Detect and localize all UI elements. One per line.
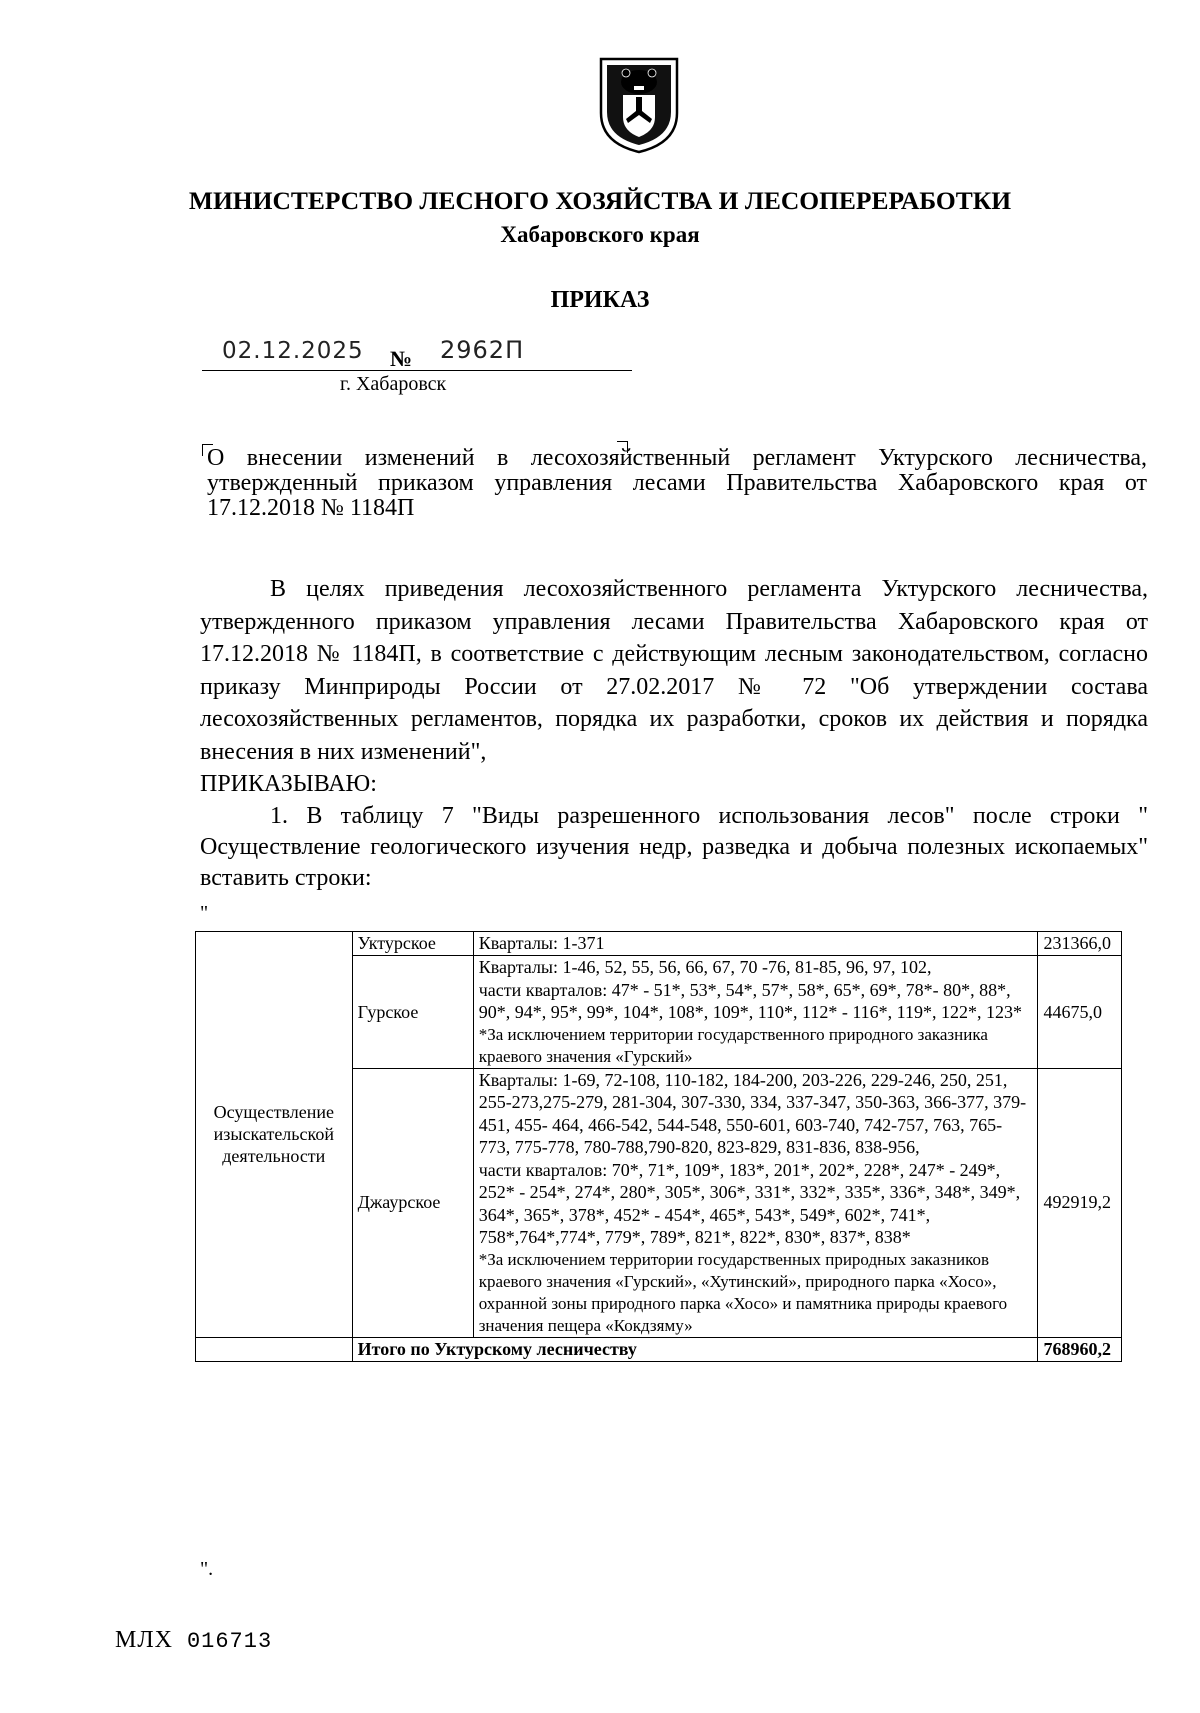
coat-of-arms-emblem xyxy=(598,55,680,155)
total-label: Итого по Уктурскому лесничеству xyxy=(352,1337,1038,1361)
form-series: МЛХ xyxy=(115,1627,173,1653)
exclusion-note: *За исключением территории государственных природных заказников краевого значения «Гурский», «Хутинский», природного парка «Хосо», охранной зоны природного парка «Хосо» и памятника природы краевого значения пещера «Кокдзяму» xyxy=(478,1249,1008,1335)
partial-quarters-list: части кварталов: 70*, 71*, 109*, 183*, 201*, 202*, 228*, 247* - 249*, 252* - 254*, 274*, 280*, 305*, 306*, 331*, 332*, 335*, 336*, 348*, 349*, 364*, 365*, 378*, 452* - 454*, 465*, 543*, 549*, 602*, 741*, 758*,764*,774*, 779*, 789*, 821*, 822*, 830*, 837*, 838* xyxy=(478,1159,1021,1247)
forestry-cell: Джаурское xyxy=(352,1068,473,1337)
exclusion-note: *За исключением территории государственного природного заказника краевого значения «Гурский» xyxy=(478,1024,988,1066)
quarters-cell xyxy=(473,1068,1038,1337)
form-serial-number: 016713 xyxy=(186,1629,273,1654)
ministry-name: МИНИСТЕРСТВО ЛЕСНОГО ХОЗЯЙСТВА И ЛЕСОПЕРЕРАБОТКИ xyxy=(188,186,1012,215)
document-type: ПРИКАЗ xyxy=(550,287,650,313)
activity-cell: Осуществление изыскательской деятельности xyxy=(196,932,353,1338)
table-total-row xyxy=(196,1337,1122,1361)
region-name: Хабаровского края xyxy=(500,222,700,247)
total-value: 768960,2 xyxy=(1038,1337,1122,1361)
quarters-list: Кварталы: 1-69, 72-108, 110-182, 184-200, 203-226, 229-246, 250, 251, 255-273,275-279, 281-304, 307-330, 334, 337-347, 350-363, 366-377, 379-451, 455- 464, 466-542, 544-548, 550-601, 603-740, 742-757, 763, 765-773, 775-778, 780-788,790-820, 823-829, 831-836, 838-956, xyxy=(478,1069,1027,1157)
quote-close: ". xyxy=(200,1558,214,1580)
total-empty-cell xyxy=(196,1337,353,1361)
preamble-paragraph: В целях приведения лесохозяйственного регламента Уктурского лесничества, утвержденного приказом управления лесами Правительства Хабаровского края от 17.12.2018 № 1184П, в соответствие с действующим лесным законодательством, согласно приказу Минприроды России от 27.02.2017 № 72 "Об утверждении состава лесохозяйственных регламентов, порядка их разработки, сроков их действия и порядка внесения в них изменений", xyxy=(200,576,1148,765)
quarters-list: Кварталы: 1-46, 52, 55, 56, 66, 67, 70 -76, 81-85, 96, 97, 102, xyxy=(478,957,932,977)
table-row xyxy=(196,932,1122,956)
quarters-cell xyxy=(473,932,1038,956)
partial-quarters-list: части кварталов: 47* - 51*, 53*, 54*, 57*, 58*, 65*, 69*, 78*- 80*, 88*, 90*, 94*, 95*, 99*, 104*, 108*, 109*, 110*, 112* - 116*, 119*, 122*, 123* xyxy=(478,979,1023,1022)
order-underline xyxy=(202,370,632,371)
quarters-cell xyxy=(473,956,1038,1069)
order-date: 02.12.2025 xyxy=(222,338,364,364)
forest-use-table xyxy=(195,931,1122,1362)
area-cell: 44675,0 xyxy=(1038,956,1122,1069)
order-number-label: № xyxy=(390,346,413,371)
form-serial xyxy=(115,1627,272,1654)
area-cell: 492919,2 xyxy=(1038,1068,1122,1337)
forestry-cell: Уктурское xyxy=(352,932,473,956)
order-word: ПРИКАЗЫВАЮ: xyxy=(200,771,377,797)
city: г. Хабаровск xyxy=(340,373,447,395)
forestry-cell: Гурское xyxy=(352,956,473,1069)
quarters-list: Кварталы: 1-371 xyxy=(478,933,605,954)
quote-open: " xyxy=(200,902,209,924)
order-body xyxy=(200,573,1148,894)
order-subject: О внесении изменений в лесохозяйственный регламент Уктурского лесничества, утвержденный приказом управления лесами Правительства Хабаровского края от 17.12.2018 № 1184П xyxy=(207,445,1147,521)
area-cell: 231366,0 xyxy=(1038,932,1122,956)
item-1-paragraph: 1. В таблицу 7 "Виды разрешенного использования лесов" после строки " Осуществление геологического изучения недр, разведка и добыча полезных ископаемых" вставить строки: xyxy=(200,802,1148,891)
order-number: 2962П xyxy=(440,336,525,364)
